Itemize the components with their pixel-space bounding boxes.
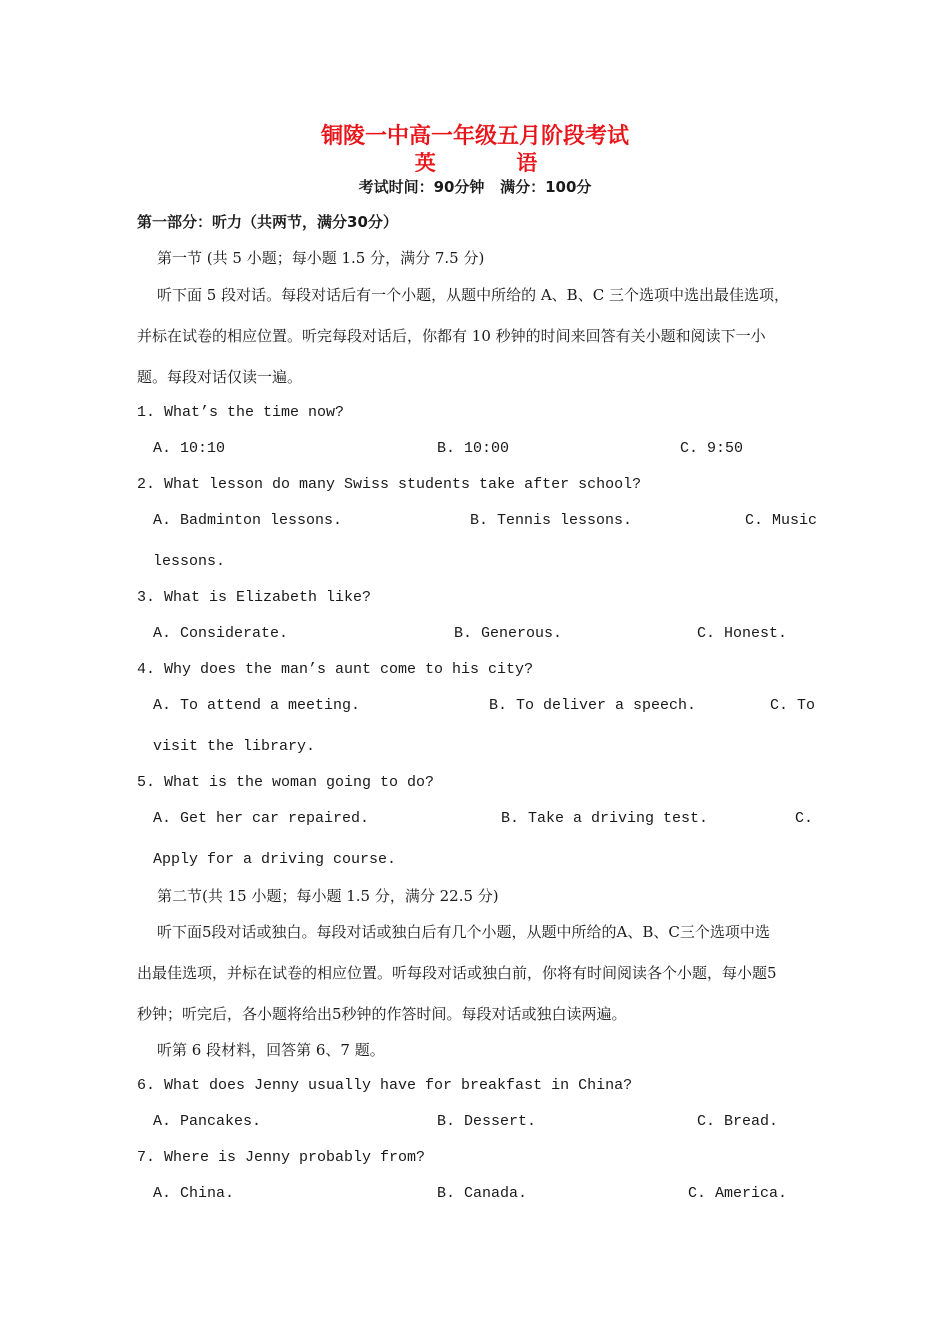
question-3-option-b: B. Generous. <box>454 625 563 642</box>
exam-title: 铜陵一中高一年级五月阶段考试 <box>320 124 629 149</box>
question-6-stem: 6. What does Jenny usually have for breakfast in China? <box>137 1077 633 1094</box>
question-2-option-b: B. Tennis lessons. <box>470 512 633 529</box>
question-6-option-a: A. Pancakes. <box>153 1113 262 1130</box>
question-3-stem: 3. What is Elizabeth like? <box>137 589 372 606</box>
section1-instruction-line2: 并标在试卷的相应位置。听完每段对话后，你都有 10 秒钟的时间来回答有关小题和阅读下一小 <box>137 327 766 345</box>
question-2-option-c: C. Music <box>745 512 818 529</box>
section1-heading: 第一节 (共 5 小题；每小题 1.5 分，满分 7.5 分) <box>157 249 485 267</box>
question-1-stem: 1. What’s the time now? <box>137 404 345 421</box>
question-6-option-c: C. Bread. <box>697 1113 779 1130</box>
question-6-option-b: B. Dessert. <box>437 1113 537 1130</box>
question-1-option-a: A. 10:10 <box>153 440 226 457</box>
part1-heading: 第一部分：听力（共两节，满分30分） <box>137 213 398 231</box>
section2-instruction-line2: 出最佳选项，并标在试卷的相应位置。听每段对话或独白前，你将有时间阅读各个小题，每小题5 <box>137 964 777 982</box>
question-4-stem: 4. Why does the man’s aunt come to his city? <box>137 661 534 678</box>
question-5-stem: 5. What is the woman going to do? <box>137 774 435 791</box>
section1-instruction-line1: 听下面 5 段对话。每段对话后有一个小题，从题中所给的 A、B、C 三个选项中选出最佳选项， <box>157 286 789 304</box>
question-5-option-a: A. Get her car repaired. <box>153 810 370 827</box>
question-1-option-c: C. 9:50 <box>680 440 744 457</box>
exam-time-info: 考试时间：90分钟 满分：100分 <box>358 178 592 196</box>
question-1-option-b: B. 10:00 <box>437 440 510 457</box>
subject-title: 英 语 <box>414 151 560 175</box>
question-7-stem: 7. Where is Jenny probably from? <box>137 1149 426 1166</box>
question-4-option-c-continued: visit the library. <box>153 738 316 755</box>
question-4-option-a: A. To attend a meeting. <box>153 697 361 714</box>
question-4-option-b: B. To deliver a speech. <box>489 697 697 714</box>
question-7-option-a: A. China. <box>153 1185 235 1202</box>
section2-instruction-line1: 听下面5段对话或独白。每段对话或独白后有几个小题，从题中所给的A、B、C三个选项中选 <box>157 923 770 941</box>
question-3-option-a: A. Considerate. <box>153 625 289 642</box>
section2-instruction-line3: 秒钟；听完后，各小题将给出5秒钟的作答时间。每段对话或独白读两遍。 <box>137 1005 627 1023</box>
question-5-option-c: C. <box>795 810 814 827</box>
question-7-option-c: C. America. <box>688 1185 788 1202</box>
question-2-option-c-continued: lessons. <box>153 553 226 570</box>
question-5-option-b: B. Take a driving test. <box>501 810 709 827</box>
question-2-stem: 2. What lesson do many Swiss students take after school? <box>137 476 642 493</box>
question-4-option-c: C. To <box>770 697 816 714</box>
question-7-option-b: B. Canada. <box>437 1185 528 1202</box>
section1-instruction-line3: 题。每段对话仅读一遍。 <box>137 368 303 386</box>
section2-heading: 第二节(共 15 小题；每小题 1.5 分，满分 22.5 分) <box>157 887 499 905</box>
question-5-option-c-continued: Apply for a driving course. <box>153 851 397 868</box>
question-2-option-a: A. Badminton lessons. <box>153 512 343 529</box>
material-6-note: 听第 6 段材料，回答第 6、7 题。 <box>157 1041 385 1059</box>
question-3-option-c: C. Honest. <box>697 625 788 642</box>
